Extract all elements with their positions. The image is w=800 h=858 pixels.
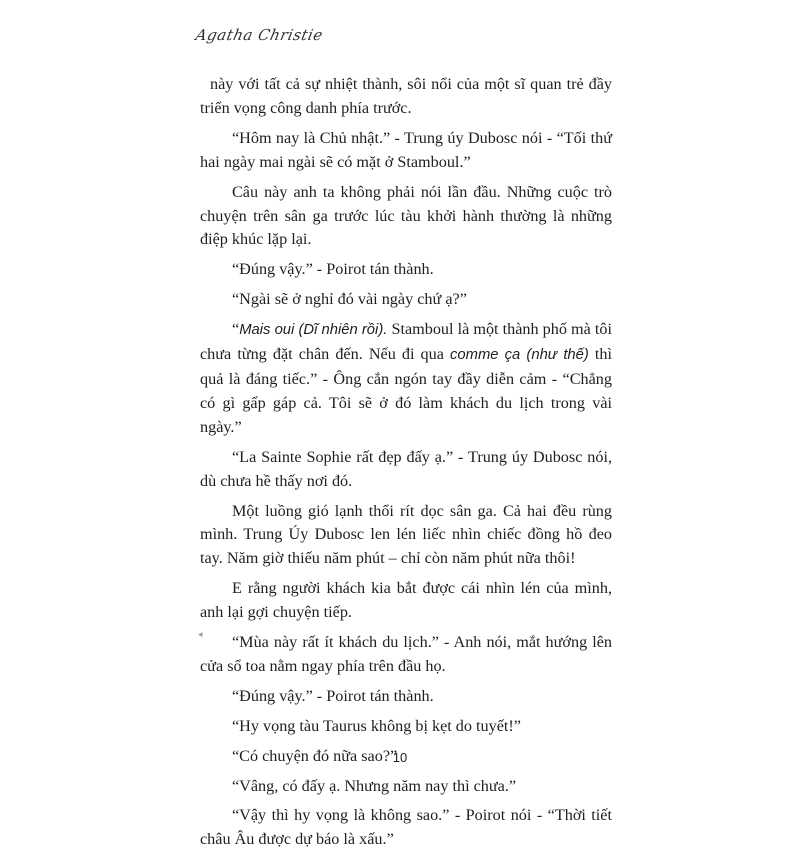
paragraph-11: “Đúng vậy.” - Poirot tán thành. xyxy=(232,686,434,705)
paragraph-6-text-2: thì quả là đáng tiếc.” - Ông cắn ngón tay đầy diễn cảm - “Chẳng có gì gấp gáp cả. Tôi sẽ ở đó làm khách du lịch trong vài ngày.” xyxy=(200,345,612,436)
paragraph-6-open-quote: “ xyxy=(232,320,240,339)
paragraph-8: Một luồng gió lạnh thổi rít dọc sân ga. Cả hai đều rùng mình. Trung Úy Dubosc len lén liếc nhìn chiếc đồng hồ đeo tay. Năm giờ thiếu năm phút – chỉ còn năm phút nữa thôi! xyxy=(200,501,612,568)
paragraph-14: “Vâng, có đấy ạ. Nhưng năm nay thì chưa.” xyxy=(232,776,517,795)
page-body-text xyxy=(200,73,612,858)
author-signature-header: Agatha Christie xyxy=(194,26,325,44)
paragraph-15: “Vậy thì hy vọng là không sao.” - Poirot nói - “Thời tiết châu Âu được dự báo là xấu.” xyxy=(200,806,612,849)
paragraph-10: “Mùa này rất ít khách du lịch.” - Anh nói, mắt hướng lên cửa sổ toa nằm ngay phía trên đầu họ. xyxy=(200,633,612,675)
paragraph-4: “Đúng vậy.” - Poirot tán thành. xyxy=(232,260,434,279)
paragraph-6-foreign-phrase-2: comme ça (như thế) xyxy=(450,347,589,364)
paragraph-12: “Hy vọng tàu Taurus không bị kẹt do tuyết!” xyxy=(232,716,521,735)
margin-arrow-icon: ◂ xyxy=(198,630,203,640)
paragraph-5: “Ngài sẽ ở nghỉ đó vài ngày chứ ạ?” xyxy=(232,290,467,309)
paragraph-13: “Có chuyện đó nữa sao?” xyxy=(232,746,398,765)
paragraph-6-foreign-phrase-1: Mais oui (Dĩ nhiên rồi). xyxy=(239,322,388,339)
paragraph-7: “La Sainte Sophie rất đẹp đấy ạ.” - Trung úy Dubosc nói, dù chưa hề thấy nơi đó. xyxy=(200,447,612,490)
paragraph-3: Câu này anh ta không phải nói lần đầu. Những cuộc trò chuyện trên sân ga trước lúc tàu khởi hành thường là những điệp khúc lặp lại. xyxy=(200,182,612,249)
paragraph-2: “Hôm nay là Chủ nhật.” - Trung úy Dubosc nói - “Tối thứ hai ngày mai ngài sẽ có mặt ở Stamboul.” xyxy=(200,128,612,171)
page-number: 10 xyxy=(392,750,408,765)
paragraph-6 xyxy=(200,318,612,440)
paragraph-6-text-1: Stamboul là một thành phố mà tôi chưa từng đặt chân đến. Nếu đi qua xyxy=(200,320,613,364)
paragraph-1: này với tất cả sự nhiệt thành, sôi nổi của một sĩ quan trẻ đầy triển vọng công danh phía trước. xyxy=(200,75,612,117)
paragraph-9: E rằng người khách kia bắt được cái nhìn lén của mình, anh lại gợi chuyện tiếp. xyxy=(200,579,612,622)
